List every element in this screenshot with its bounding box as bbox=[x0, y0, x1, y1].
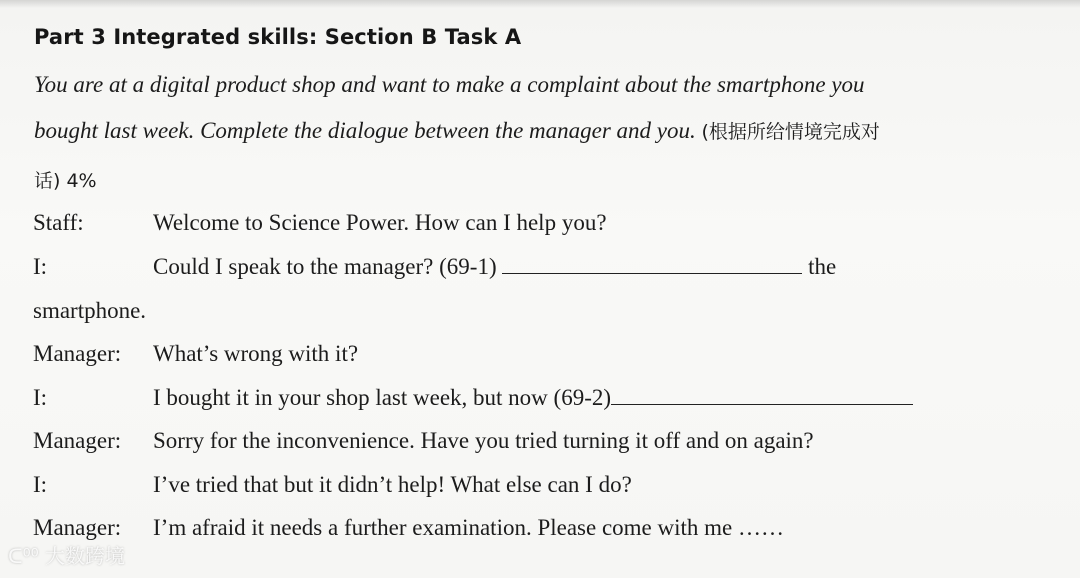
dialogue-text: I’ve tried that but it didn’t help! What else can I do? bbox=[153, 472, 632, 497]
page-top-shadow bbox=[0, 0, 1080, 8]
dialogue-text: What’s wrong with it? bbox=[153, 341, 359, 366]
dialogue-row bbox=[33, 385, 47, 411]
dialogue-text: I bought it in your shop last week, but now (69-2) bbox=[153, 385, 612, 410]
after-blank-text: the bbox=[808, 254, 837, 279]
speaker-label: I: bbox=[33, 254, 48, 279]
instruction-cn-2: 话) 4% bbox=[34, 170, 97, 192]
dialogue-text: Welcome to Science Power. How can I help you? bbox=[153, 210, 607, 235]
answer-blank-69-1[interactable] bbox=[502, 255, 802, 274]
speaker-label: Manager: bbox=[33, 515, 122, 540]
dialogue-text: Could I speak to the manager? (69-1) bbox=[153, 254, 497, 279]
instruction-line-2 bbox=[34, 117, 880, 144]
dialogue-row bbox=[33, 254, 47, 280]
instruction-line-3 bbox=[34, 166, 97, 193]
dialogue-row bbox=[33, 210, 84, 236]
speaker-label: I: bbox=[33, 385, 48, 410]
speaker-label: Manager: bbox=[33, 428, 122, 453]
instruction-cn-1: (根据所给情境完成对 bbox=[701, 121, 880, 143]
dialogue-text: Sorry for the inconvenience. Have you tried turning it off and on again? bbox=[153, 428, 814, 453]
dialogue-text-with-blank bbox=[153, 254, 836, 280]
speaker-label: Staff: bbox=[33, 210, 84, 235]
watermark-logo bbox=[8, 540, 125, 569]
instruction-line-2-text: bought last week. Complete the dialogue between the manager and you. bbox=[34, 118, 696, 143]
speaker-label: Manager: bbox=[33, 341, 122, 366]
dialogue-continuation: smartphone. bbox=[33, 298, 147, 323]
dialogue-row bbox=[33, 341, 121, 367]
watermark-icon: ᑕ⁰⁰ bbox=[8, 544, 39, 568]
answer-blank-69-2[interactable] bbox=[611, 386, 913, 405]
instruction-line-1: You are at a digital product shop and want to make a complaint about the smartphone you bbox=[34, 72, 865, 97]
speaker-label: I: bbox=[33, 472, 48, 497]
section-heading: Part 3 Integrated skills: Section B Task A bbox=[34, 25, 522, 49]
dialogue-text: I’m afraid it needs a further examination. Please come with me …… bbox=[153, 515, 785, 540]
dialogue-row bbox=[33, 472, 47, 498]
dialogue-row bbox=[33, 428, 121, 454]
dialogue-text-with-blank bbox=[153, 385, 913, 411]
dialogue-row bbox=[33, 515, 121, 541]
watermark-text: 大数跨境 bbox=[45, 544, 125, 568]
